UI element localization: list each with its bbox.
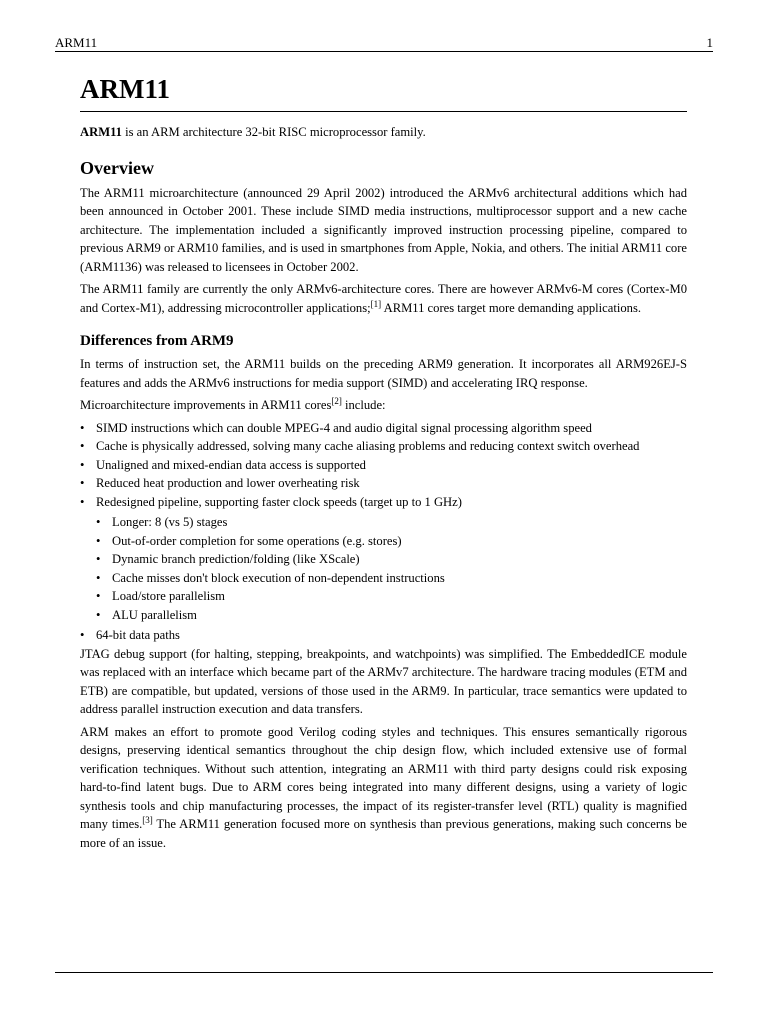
overview-heading: Overview — [80, 157, 154, 178]
differences-p4-text-a: ARM makes an effort to promote good Verilog coding styles and techniques. This ensures semantically rigorous designs, preserving identical semantics throughout the chip design flow, which included extensive use of formal verification techniques. Without such attention, integrating an ARM11 with third party designs could risk exposing hard-to-find latent bugs. Due to ARM cores being integrated into many different designs, using a variety of logic synthesis tools and chip manufacturing processes, the impact of its register-transfer level (RTL) quality is magnified many times. — [80, 724, 687, 831]
differences-p2-text-a: Microarchitecture improvements in ARM11 cores — [80, 398, 332, 412]
list-item: • 64-bit data paths — [80, 626, 687, 645]
citation-link-3[interactable]: [3] — [142, 815, 153, 825]
page-header — [55, 35, 713, 52]
overview-p2-text-b: ARM11 cores target more demanding applications. — [381, 300, 642, 315]
differences-p2-text-b: include: — [341, 398, 386, 412]
improvements-list — [80, 419, 687, 512]
differences-paragraph-1: In terms of instruction set, the ARM11 builds on the preceding ARM9 generation. It incorporates all ARM926EJ-S features and adds the ARMv6 instructions for media support (SIMD) and accelerating IRQ response. — [80, 357, 687, 390]
improvements-list-tail — [80, 626, 687, 645]
pipeline-sublist — [80, 513, 687, 624]
running-title: ARM11 — [55, 35, 98, 50]
list-item: • Cache is physically addressed, solving many cache aliasing problems and reducing context switch overhead — [80, 437, 687, 456]
list-item: • Unaligned and mixed-endian data access is supported — [80, 456, 687, 475]
differences-paragraph-2 — [80, 396, 687, 415]
sublist-item: • Longer: 8 (vs 5) stages — [96, 513, 687, 532]
differences-paragraph-4 — [80, 723, 687, 853]
sublist-item: • Load/store parallelism — [96, 587, 687, 606]
article-body — [80, 72, 687, 856]
overview-paragraph-1: The ARM11 microarchitecture (announced 29 April 2002) introduced the ARMv6 architectural additions which had been announced in October 2001. These include SIMD media instructions, multiprocessor support and a new cache architecture. The implementation included a significantly improved instruction processing pipeline, compared to previous ARM9 or ARM10 families, and is used in smartphones from Apple, Nokia, and others. The initial ARM11 core (ARM1136) was released to licensees in October 2002. — [80, 185, 687, 274]
footer-divider — [55, 972, 713, 973]
differences-paragraph-3: JTAG debug support (for halting, stepping, breakpoints, and watchpoints) was simplified. The EmbeddedICE module was replaced with an interface which became part of the ARMv7 architecture. The hardware tracing modules (ETM and ETB) are compatible, but updated, versions of those used in the ARM9. In particular, trace semantics were updated to address parallel instruction execution and data transfers. — [80, 646, 687, 716]
page-number: 1 — [706, 35, 713, 50]
overview-paragraph-2 — [80, 280, 687, 317]
page-title: ARM11 — [80, 72, 687, 112]
intro-paragraph — [80, 123, 687, 142]
differences-p4-text-b: The ARM11 generation focused more on synthesis than previous generations, making such concerns be more of an issue. — [80, 817, 687, 850]
sublist-item: • Out-of-order completion for some operations (e.g. stores) — [96, 532, 687, 551]
citation-link-2[interactable]: [2] — [331, 396, 342, 406]
sublist-item: • Dynamic branch prediction/folding (like XScale) — [96, 550, 687, 569]
differences-heading: Differences from ARM9 — [80, 333, 234, 349]
sublist-item: • ALU parallelism — [96, 606, 687, 625]
sublist-item: • Cache misses don't block execution of non-dependent instructions — [96, 569, 687, 588]
intro-term: ARM11 — [80, 125, 122, 139]
list-item: • Redesigned pipeline, supporting faster clock speeds (target up to 1 GHz) — [80, 493, 687, 512]
citation-link-1[interactable]: [1] — [370, 298, 382, 309]
intro-text: is an ARM architecture 32-bit RISC microprocessor family. — [121, 125, 426, 139]
overview-p2-text-a: The ARM11 family are currently the only ARMv6-architecture cores. There are however ARMv6-M cores (Cortex-M0 and Cortex-M1), addressing microcontroller applications; — [80, 282, 687, 315]
list-item: • SIMD instructions which can double MPEG-4 and audio digital signal processing algorithm speed — [80, 419, 687, 438]
list-item: • Reduced heat production and lower overheating risk — [80, 474, 687, 493]
